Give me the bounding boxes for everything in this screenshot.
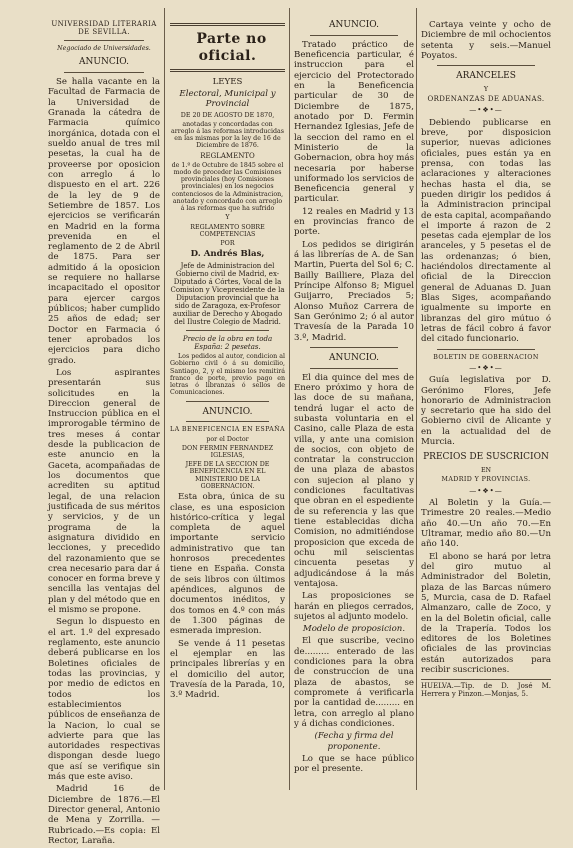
modelo-heading: Modelo de proposicion.	[302, 624, 406, 635]
conjunction: Y	[483, 86, 489, 94]
precios-heading: PRECIOS DE SUSCRICION	[423, 452, 549, 463]
ordenanzas-heading: ORDENANZAS DE ADUANAS.	[427, 95, 545, 104]
publication-paragraph: Segun lo dispuesto en el art. 1.º del expresado reglamento, este anuncio deberá publicarse en los Boletines oficiales de todas las provincias, y por medio de edictos en todos los establecimientos públicos de enseñanza de la Nacion, lo cual se advierte para que las autoridades respectivas dispongan desde luego que así se verifique sin más que este aviso.	[48, 617, 160, 783]
guia-paragraph: Guía legislativa por D. Gerónimo Flores, Jefe honorario de Administracion y secretario que ha sido del Gobierno civil de Alicante y en la actualidad del de Murcia.	[421, 375, 551, 448]
university-heading: UNIVERSIDAD LITERARIA DE SEVILLA.	[51, 20, 157, 37]
divider	[310, 368, 398, 369]
subasta-paragraph: El dia quince del mes de Enero próximo y hora de las doce de su mañana, tendrá lugar el acto de subasta voluntaria en el Casino, calle Plaza de esta villa, y ante una comision de socios, con objeto de contratar la construccion de una plaza de abastos con sujecion al plano y condiciones facultativas que obran en el espediente de su referencia y las que tiene establecidas dicha Comision, no admitiéndose proposicion que exceda de ochu mil seiscientas cincuenta pesetas y adjudicándose á la más ventajosa.	[294, 372, 414, 589]
vacancy-paragraph: Se halla vacante en la Facultad de Farmacia de la Universidad de Granada la cátedra de Farmacia químico inorgánica, dotada con el sueldo anual de tres mil pesetas, la cual ha de proveerse por oposicion con arreglo á lo dispuesto en el art. 226 de la ley de 9 de Setiembre de 1857. Los ejercicios se verificarán en Madrid en la forma prevenida en el reglamento de 2 de Abril de 1875. Para ser admitido á la oposicion se requiere no hallarse incapacitado el opositor para ejercer cargos públicos; haber cumplido 25 años de edad; ser Doctor en Farmacia ó tener aprobados los ejercicios para dicho grado.	[48, 77, 160, 366]
boletin-heading: BOLETIN DE GOBERNACION	[433, 353, 539, 361]
modelo-paragraph: El que suscribe, vecino de......... enterado de las condiciones para la obra de construccion de una plaza de abastos, se compromete á verificarla por la cantidad de......... en letra, con arreglo al plano y á dichas condiciones.	[294, 636, 414, 729]
divider	[310, 35, 398, 36]
en-label: EN	[480, 467, 492, 475]
divider	[186, 421, 269, 422]
pedidos-paragraph: Los pedidos al autor, condicion al Gobierno civil ó á su domicilio, Santiago, 2, y el mismo los remitirá franco de porte, previo pago en letras ó libranzas ó sellos de Comunicaciones.	[170, 353, 285, 397]
divider	[64, 40, 144, 41]
negociado-label: Negociado de Universidades.	[57, 45, 151, 53]
signature-paragraph: Madrid 16 de Diciembre de 1876.—El Director general, Antonio de Mena y Zorrilla. —Rubricado.—Es copia: El Rector, Laraña.	[48, 784, 160, 846]
price-line: Precio de la obra en toda España: 2 pesetas.	[182, 335, 273, 352]
double-rule	[170, 69, 285, 72]
column-divider	[416, 8, 417, 790]
tratado-paragraph: Tratado práctico de Beneficencia particular, é instruccion para el ejercicio del Protectorado en la Beneficencia particular de 30 de Diciembre de 1875, anotado por D. Fermin Hernandez Iglesias, Jefe de la seccion del ramo en el Ministerio de la Gobernacion, obra hoy más necesaria por haberse uniformado los servicios de Beneficencia general y particular.	[294, 39, 414, 205]
anuncio-heading: ANUNCIO.	[79, 57, 129, 68]
column-3	[294, 20, 414, 777]
reglamento-competencias: REGLAMENTO SOBRE COMPETENCIAS	[190, 223, 265, 238]
author-name: D. Andrés Blas,	[190, 249, 265, 260]
pedidos-paragraph: Los pedidos se dirigirán á las librerías de A. de San Martin, Puerta del Sol 6; C. Bailly Bailliere, Plaza del Príncipe Alfonso 8; Miguel Guijarro, Preciados 5; Alonso Muñoz Carrera de San Gerónimo 2; ó al autor Travesía de la Parada 10 3.º, Madrid.	[294, 239, 414, 343]
conjunction: Y	[225, 214, 230, 222]
aranceles-heading: ARANCELES	[456, 71, 516, 82]
ornament-divider: —•❖•—	[469, 486, 503, 495]
column-divider	[164, 8, 165, 790]
divider	[310, 347, 398, 348]
leyes-date: DE 20 DE AGOSTO DE 1870,	[180, 111, 275, 119]
divider	[437, 65, 535, 66]
divider	[186, 401, 269, 402]
column-2	[170, 20, 285, 702]
divider	[64, 72, 144, 73]
applicants-paragraph: Los aspirantes presentarán sus solicitudes en la Direccion general de Instruccion pública en el improrogable término de tres meses á contar desde la publicacion de este anuncio en la Gaceta, acompañadas de los documentos que acrediten su aptitud legal, de una relacion justificada de sus méritos y servicios, y de un programa de la asignatura dividido en lecciones, y precedido del razonamiento que se crea necesario para dar á conocer en forma breve y sencilla las ventajas del plan y del método que en el mismo se propone.	[48, 367, 160, 616]
book-author: DON FERMIN FERNANDEZ IGLESIAS,	[181, 444, 274, 460]
leyes-description: anotadas y concordadas con arreglo á las reformas introducidas en las mismas por la ley de 16 de Diciembre de 1876.	[171, 120, 284, 150]
abono-paragraph: El abono se hará por letra del giro mutuo al Administrador del Boletin, plaza de las Barcas número 5, Murcia, casa de D. Rafael Almanzaro, calle de Zoco, y en la del Boletin oficial, calle de la Trapería. Todos los editores de los Boletines oficiales de las provincias están autorizados para recibir suscriciones.	[421, 551, 551, 676]
anuncio-heading: ANUNCIO.	[329, 352, 379, 363]
price-paragraph: 12 reales en Madrid y 13 en provincias franco de porte.	[294, 206, 414, 238]
section-title: Parte no oficial.	[196, 31, 267, 64]
madrid-label: MADRID Y PROVINCIAS.	[441, 476, 531, 484]
column-1	[48, 20, 160, 848]
book-sale: Se vende á 11 pesetas el ejemplar en las principales librerías y en el domicilio del autor, Travesía de la Parada, 10, 3.º Madrid.	[170, 638, 285, 701]
author-description: Jefe de Administracion del Gobierno civil de Madrid, ex-Diputado á Córtes, Vocal de la Comision y Vicepresidente de la Diputacion provincial que ha sido de Zaragoza, ex-Profesor auxiliar de Derecho y Abogado del Ilustre Colegio de Madrid.	[170, 261, 285, 326]
por-label: POR	[220, 240, 235, 248]
reglamento-heading: REGLAMENTO	[200, 151, 255, 160]
reglamento-description: de 1.º de Octubre de 1845 sobre el modo de proceder las Comisiones provinciales (hoy Comisiones provinciales) en los negocios contenciosos de la Administracion, anotado y concordado con arreglo á las reformas que ha sufrido	[171, 161, 284, 213]
imprint: HUELVA.—Tip. de D. José M. Herrera y Pinzon.—Monjas, 5.	[421, 679, 551, 698]
leyes-subtitle: Electoral, Municipal y Provincial	[179, 88, 276, 110]
cartaya-paragraph: Cartaya veinte y ocho de Diciembre de mil ochocientos setenta y seis.—Manuel Poyatos.	[421, 20, 551, 61]
column-4	[421, 20, 551, 700]
aranceles-paragraph: Debiendo publicarse en breve, por disposicion superior, nuevas adiciones oficiales, pues están ya en prensa, con todas las aclaraciones y alteraciones hechas hasta el dia, se pueden dirigir los pedidos á la Administracion principal de esta capital, acompañando el importe á razon de 2 pesetas cada ejemplar de los aranceles, y 5 pesetas el de las ordenanzas; ó bien, haciéndolos directamente al oficial de la Direccion general de Aduanas D. Juan Blas Siges, acompañando igualmente su importe en libranzas del giro mútuo ó letras de fácil cobro á favor del citado funcionario.	[421, 117, 551, 345]
book-description: Esta obra, única de su clase, es una esposicion histórico-crítica y legal completa de aquel importante servicio administrativo que tan honrosos precedentes tiene en España. Consta de seis libros con últimos apéndices, algunos de documentos inéditos, y dos tomos en 4.º con más de 1.300 páginas de esmerada impresion.	[170, 492, 285, 637]
double-rule	[170, 23, 285, 26]
ornament-divider: —•❖•—	[469, 106, 503, 115]
leyes-heading: LEYES	[212, 76, 243, 87]
book-title: LA BENEFICENCIA EN ESPAÑA	[170, 426, 285, 434]
divider	[186, 330, 269, 331]
ornament-divider: —•❖•—	[469, 363, 503, 372]
anuncio-heading: ANUNCIO.	[202, 406, 253, 417]
fecha-firma: (Fecha y firma del proponente.	[314, 731, 394, 752]
book-author-description: JEFE DE LA SECCION DE BENEFICENCIA EN EL MINISTERIO DE LA GOBERNACION.	[185, 461, 270, 490]
divider	[437, 349, 535, 350]
subscription-prices: Al Boletin y la Guía.—Trimestre 20 reales.—Medio año 40.—Un año 70.—En Ultramar, medio año 80.—Un año 140.	[421, 498, 551, 550]
book-por: por el Doctor	[206, 435, 249, 443]
publico-paragraph: Lo que se hace público por el presente.	[294, 753, 414, 775]
column-divider	[289, 8, 290, 790]
anuncio-heading: ANUNCIO.	[329, 20, 379, 30]
proposiciones-paragraph: Las proposiciones se harán en pliegos cerrados, sujetos al adjunto modelo.	[294, 591, 414, 622]
